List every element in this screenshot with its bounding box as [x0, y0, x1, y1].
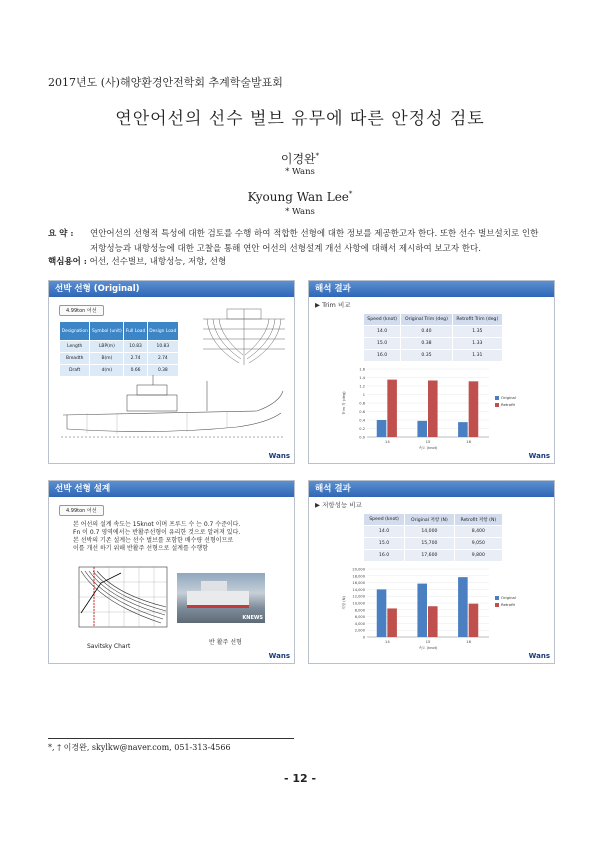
y-tick-label: 10,000 — [352, 601, 365, 606]
wans-logo: Wans — [528, 652, 550, 660]
x-tick-label: 15 — [425, 439, 431, 444]
legend-swatch — [495, 596, 499, 600]
x-tick-label: 14 — [384, 439, 390, 444]
table-row: 14.0 0.40 1.35 — [364, 326, 503, 338]
trim-bar-chart — [339, 365, 529, 457]
y-tick-label: 4,000 — [354, 621, 365, 626]
x-tick-label: 16 — [466, 439, 472, 444]
y-tick-label: 8,000 — [354, 608, 365, 613]
bar-retrofit-14 — [387, 608, 397, 637]
profile-drawing — [57, 373, 289, 443]
bar-retrofit-16 — [469, 604, 479, 637]
bar-original-14 — [377, 420, 387, 437]
legend-swatch — [495, 403, 499, 407]
y-tick-label: 0.4 — [359, 418, 365, 423]
panel-resistance-results — [308, 480, 555, 664]
x-tick-label: 15 — [425, 639, 431, 644]
bar-retrofit-15 — [428, 606, 438, 637]
panel-trim-results — [308, 280, 555, 464]
author-korean: 이경완* — [280, 152, 320, 166]
author-english: Kyoung Wan Lee* — [247, 190, 353, 204]
photo-caption: 반 활주 선형 — [209, 639, 242, 646]
table-header: Symbol (unit) — [90, 322, 124, 341]
bar-original-15 — [417, 584, 427, 637]
y-tick-label: 2,000 — [354, 628, 365, 633]
table-row: 14.0 14,000 8,400 — [364, 526, 503, 538]
wans-logo: Wans — [268, 652, 290, 660]
y-tick-label: 1.2 — [359, 384, 365, 389]
panel-title: 해석 결과 — [309, 281, 554, 297]
vessel-tag: 4.99ton 어선 — [59, 505, 104, 516]
affiliation-1: * Wans — [285, 167, 315, 177]
savitsky-caption: Savitsky Chart — [87, 643, 131, 650]
legend-label: Original — [501, 595, 516, 600]
bar-retrofit-15 — [428, 380, 438, 437]
legend-label: Original — [501, 395, 516, 400]
planing-hull-photo — [177, 573, 265, 623]
paper-title: 연안어선의 선수 벌브 유무에 따른 안정성 검토 — [115, 109, 485, 129]
wans-logo: Wans — [268, 452, 290, 460]
y-axis-label: Trim 각 (deg) — [342, 391, 346, 415]
x-tick-label: 14 — [384, 639, 390, 644]
legend-label: Retrofit — [501, 602, 515, 607]
y-tick-label: 20,000 — [352, 567, 365, 572]
y-tick-label: 12,000 — [352, 594, 365, 599]
table-row: Breadth B(m) 2.74 2.74 — [60, 353, 179, 365]
resistance-bar-chart — [339, 565, 529, 657]
table-row: 15.0 15,700 9,050 — [364, 538, 503, 550]
bar-original-16 — [458, 577, 468, 637]
trim-compare-bullet: ▶ Trim 비교 — [315, 301, 351, 309]
table-row: 15.0 0.38 1.33 — [364, 338, 503, 350]
trim-table: Speed (knot) Original Trim (deg) Retrofit Trim (deg) 14.0 0.40 1.35 15.0 0.38 1.33 16.0 0.35 1.31 — [363, 313, 503, 362]
vessel-tag: 4.99ton 어선 — [59, 305, 104, 316]
legend-label: Retrofit — [501, 402, 515, 407]
table-row: Length LBP(m) 10.83 10.83 — [60, 341, 179, 353]
y-tick-label: 1 — [362, 393, 365, 397]
y-tick-label: 1.4 — [359, 376, 365, 380]
panel-hull-design — [48, 480, 295, 664]
table-header: Designation — [60, 322, 90, 341]
x-axis-label: 속도 (knot) — [418, 646, 438, 650]
y-tick-label: 0.2 — [359, 427, 365, 431]
y-tick-label: 16,000 — [352, 581, 365, 586]
y-tick-label: 0.0 — [359, 435, 365, 440]
photo-watermark: KNEWS — [242, 615, 263, 621]
table-row: Draft d(m) 0.66 0.38 — [60, 365, 179, 377]
panel-title: 선박 선형 설계 — [49, 481, 294, 497]
wans-logo: Wans — [528, 452, 550, 460]
y-axis-label: 저항 (N) — [342, 596, 346, 610]
bar-retrofit-16 — [469, 381, 479, 437]
table-header: Full Load — [124, 322, 147, 341]
y-tick-label: 18,000 — [352, 574, 365, 579]
panel-title: 선박 선형 (Original) — [49, 281, 294, 297]
resistance-table: Speed (knot) Original 저항 (N) Retrofit 저항 (N) 14.0 14,000 8,400 15.0 15,700 9,050 16.0 17,600 9,800 — [363, 513, 503, 562]
body-plan-drawing — [199, 305, 289, 367]
page-number: - 12 - — [283, 772, 317, 785]
table-row: 16.0 0.35 1.31 — [364, 350, 503, 362]
table-header: Design Load — [147, 322, 178, 341]
bar-retrofit-14 — [387, 380, 397, 437]
panel-original-hull — [48, 280, 295, 464]
design-note: 본 어선의 설계 속도는 15knot 이며 프루드 수 는 0.7 수준이다. Fn 이 0.7 영역에서는 반활주선형이 유리한 것으로 알려져 있다. 본 선박의 기존 설계는 선수 벌브를 포함한 배수량 선형이므로 이를 개선 하기 위해 반활주 선형으로 설계를 수행함 — [73, 521, 241, 552]
y-tick-label: 1.6 — [359, 367, 365, 372]
savitsky-chart — [71, 563, 171, 633]
affiliation-2: * Wans — [285, 207, 315, 217]
legend-swatch — [495, 396, 499, 400]
legend-swatch — [495, 603, 499, 607]
panel-title: 해석 결과 — [309, 481, 554, 497]
table-row: 16.0 17,600 9,800 — [364, 550, 503, 562]
spec-table — [59, 321, 179, 377]
x-axis-label: 속도 (knot) — [418, 446, 438, 450]
bar-original-15 — [417, 421, 427, 437]
bar-original-16 — [458, 422, 468, 437]
x-tick-label: 16 — [466, 639, 472, 644]
y-tick-label: 14,000 — [352, 587, 365, 592]
y-tick-label: 6,000 — [354, 615, 365, 620]
abstract: 요 약 : 연안어선의 선형적 특성에 대한 검토를 수행 하여 적합한 선형에 대한 정보를 제공한고자 한다. 또한 선수 벌브설치로 인한 저항성능과 내항성능에 대한 고찰을 통해 연안 어선의 선형설계 개선 사항에 대해서 제시하여 보고자 한다. — [48, 229, 539, 254]
y-tick-label: 0 — [362, 635, 365, 640]
keywords: 핵심용어 : 어선, 선수벌브, 내항성능, 저항, 선형 — [48, 257, 227, 267]
footnote: *, † 이경완, skylkw@naver.com, 051-313-4566 — [48, 743, 231, 752]
conference-header: 2017년도 (사)해양환경안전학회 추계학술발표회 — [48, 76, 283, 89]
bar-original-14 — [377, 589, 387, 637]
footnote-rule — [48, 738, 294, 739]
y-tick-label: 0.6 — [359, 410, 365, 414]
y-tick-label: 0.8 — [359, 401, 365, 406]
resistance-compare-bullet: ▶ 저항성능 비교 — [315, 501, 362, 509]
